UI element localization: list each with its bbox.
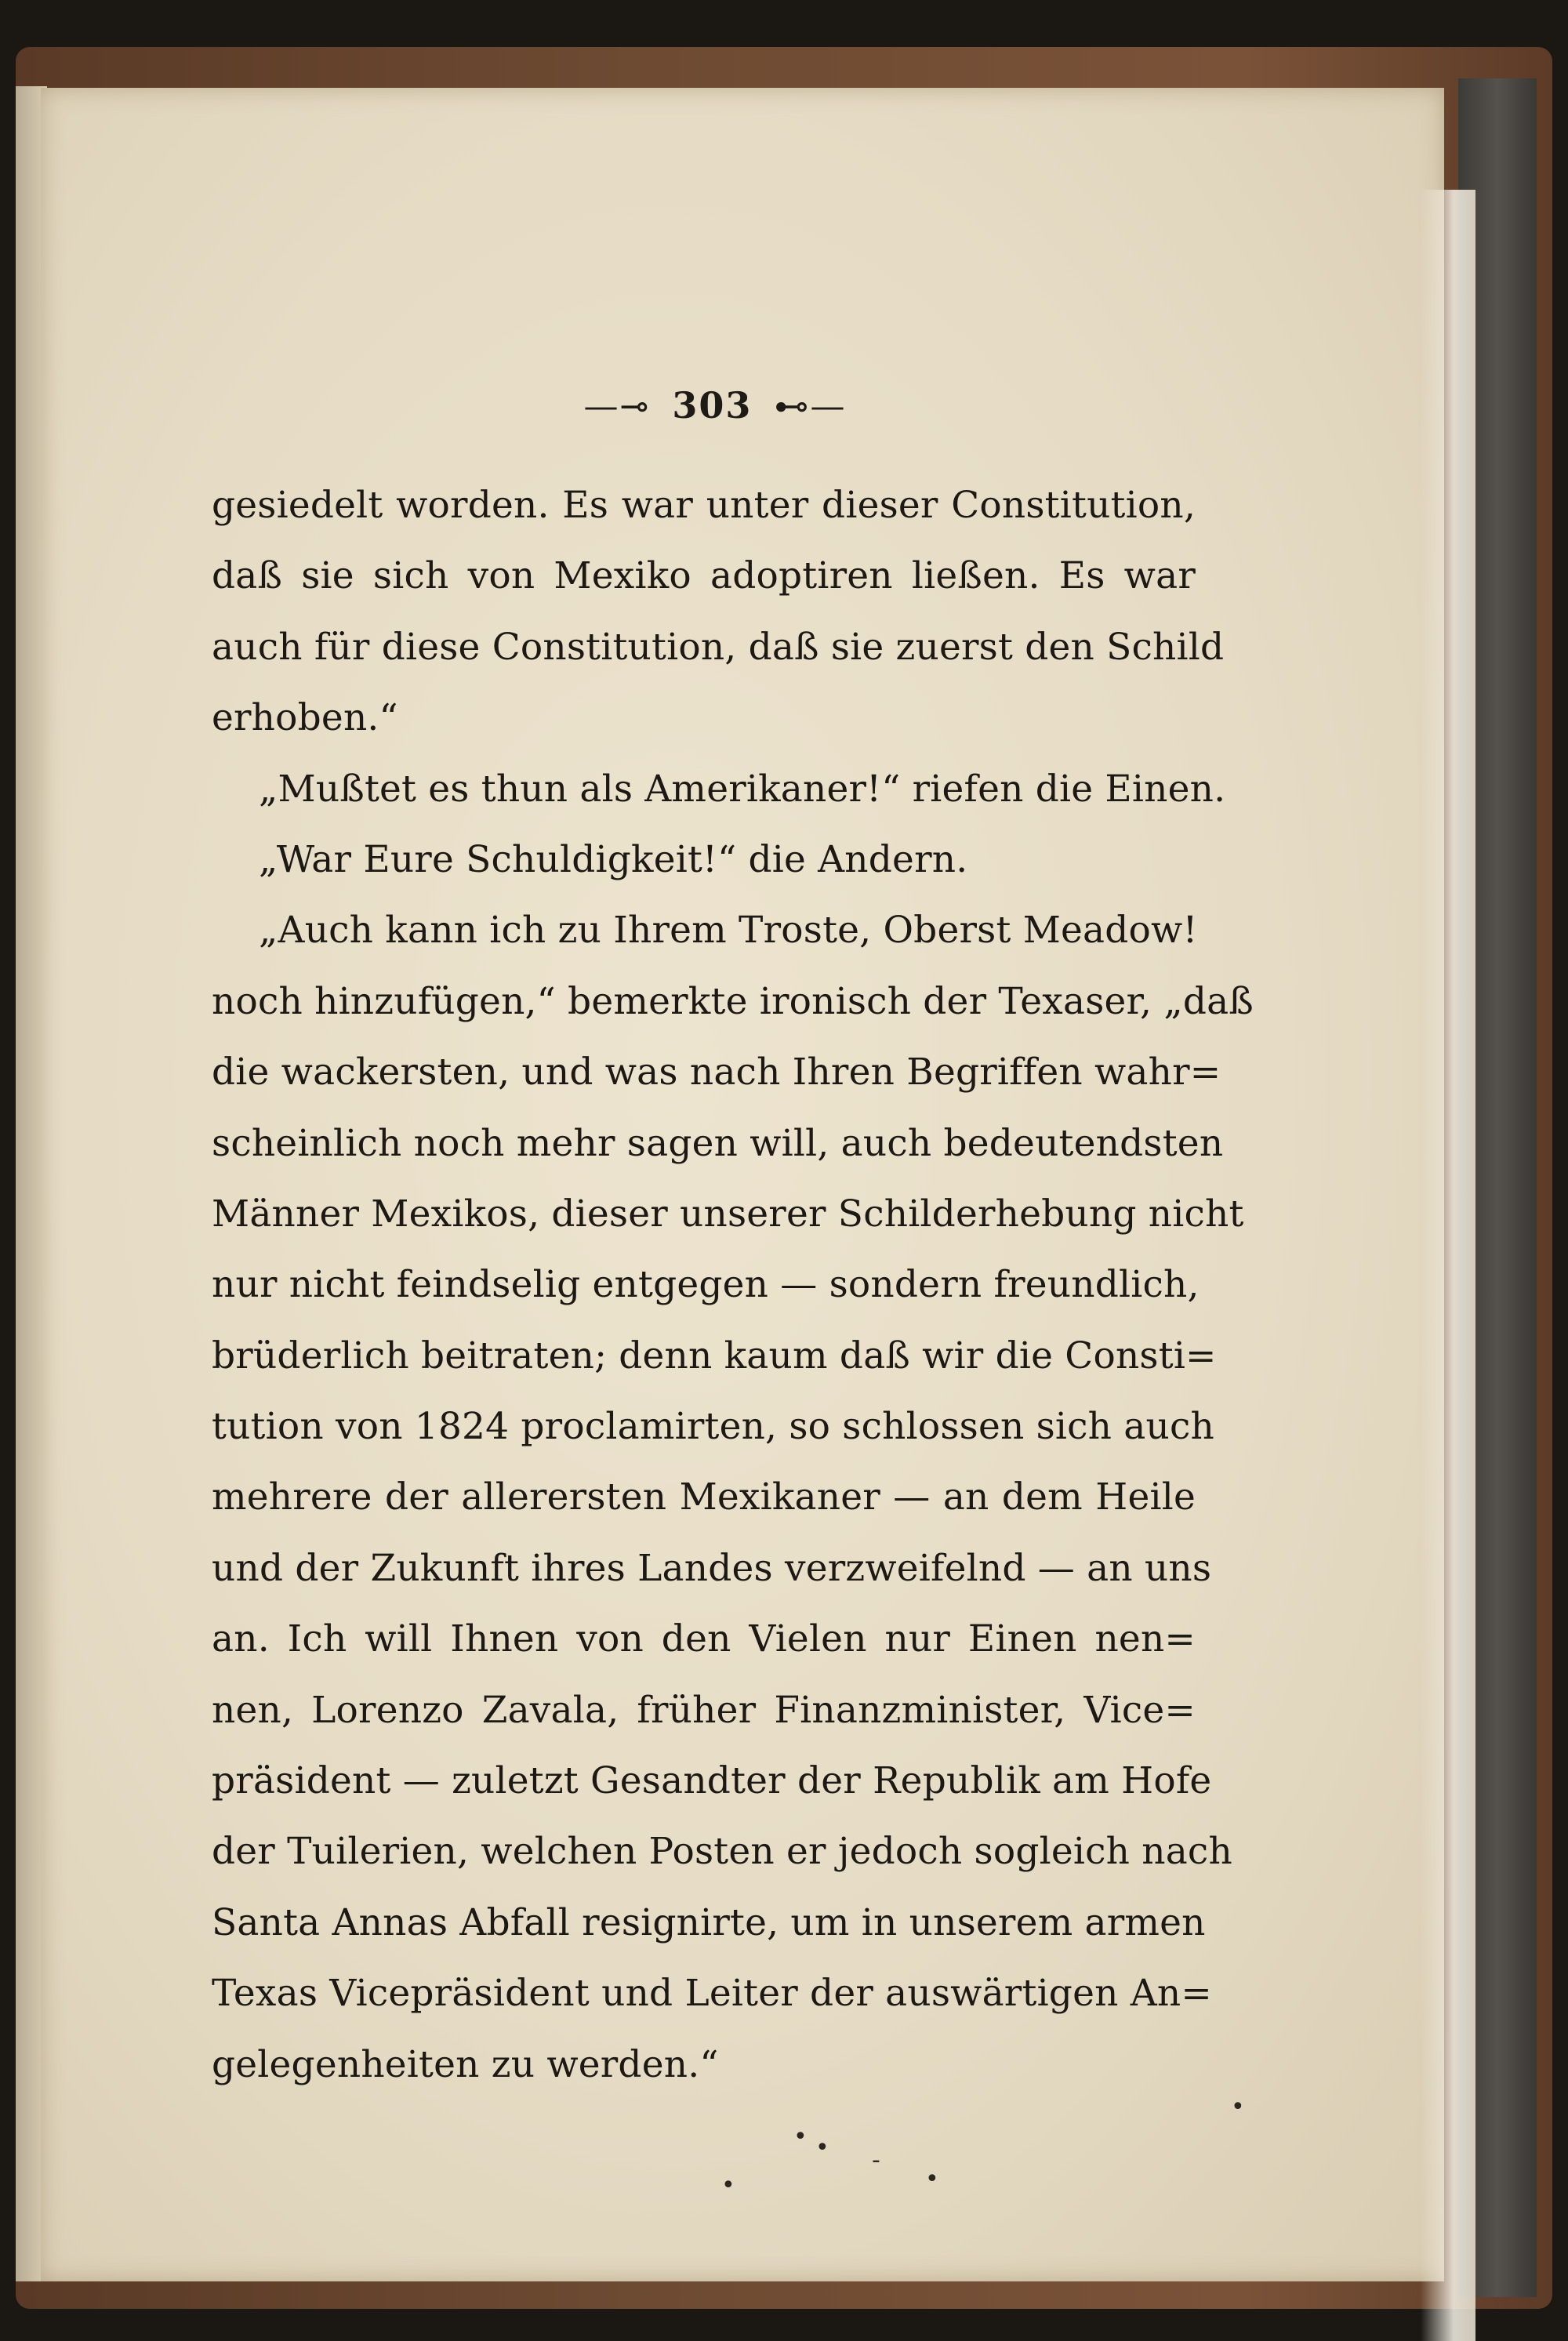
page-number: 303 bbox=[672, 384, 753, 426]
paper-speck: • bbox=[815, 2134, 829, 2161]
text-line: brüderlich beitraten; denn kaum daß wir die Consti= bbox=[212, 1334, 1217, 1377]
text-line: und der Zukunft ihres Landes verzweifelnd — an uns bbox=[212, 1546, 1212, 1590]
text-line: gelegenheiten zu werden.“ bbox=[212, 2042, 719, 2086]
text-line: erhoben.“ bbox=[212, 696, 398, 740]
text-line: mehrere der allerersten Mexikaner — an dem Heile bbox=[212, 1475, 1196, 1519]
text-line: „Mußtet es thun als Amerikaner!“ riefen die Einen. bbox=[259, 767, 1226, 811]
body-text bbox=[212, 470, 1254, 2100]
paper-speck: • bbox=[793, 2123, 808, 2150]
text-line: an. Ich will Ihnen von den Vielen nur Einen nen= bbox=[212, 1617, 1196, 1661]
paper-speck: • bbox=[1231, 2093, 1245, 2121]
text-line: gesiedelt worden. Es war unter dieser Constitution, bbox=[212, 484, 1196, 527]
page-header bbox=[41, 384, 1389, 426]
text-line: noch hinzufügen,“ bemerkte ironisch der Texaser, „daß bbox=[212, 979, 1254, 1023]
book-page bbox=[41, 88, 1444, 2281]
paper-speck: • bbox=[925, 2165, 939, 2193]
text-line: nen, Lorenzo Zavala, früher Finanzminister, Vice= bbox=[212, 1688, 1196, 1732]
text-line: nur nicht feindselig entgegen — sondern freundlich, bbox=[212, 1263, 1200, 1307]
text-line: tution von 1824 proclamirten, so schlossen sich auch bbox=[212, 1405, 1214, 1449]
text-line: auch für diese Constitution, daß sie zuerst den Schild bbox=[212, 625, 1225, 669]
text-line: der Tuilerien, welchen Posten er jedoch sogleich nach bbox=[212, 1830, 1232, 1874]
text-line: Texas Vicepräsident und Leiter der auswärtigen An= bbox=[212, 1972, 1212, 2016]
text-line: die wackersten, und was nach Ihren Begriffen wahr= bbox=[212, 1051, 1221, 1094]
text-line: „War Eure Schuldigkeit!“ die Andern. bbox=[259, 837, 968, 881]
page-fore-edge bbox=[1421, 190, 1475, 2341]
paper-speck: - bbox=[872, 2147, 880, 2174]
paper-speck: • bbox=[721, 2172, 735, 2199]
text-line: „Auch kann ich zu Ihrem Troste, Oberst Meadow! bbox=[259, 909, 1198, 953]
text-line: Santa Annas Abfall resignirte, um in unserem armen bbox=[212, 1900, 1206, 1944]
text-line: scheinlich noch mehr sagen will, auch bedeutendsten bbox=[212, 1121, 1224, 1165]
text-line: Männer Mexikos, dieser unserer Schilderhebung nicht bbox=[212, 1192, 1244, 1236]
header-left-ornament: —⊸ bbox=[583, 387, 651, 426]
text-line: daß sie sich von Mexiko adoptiren ließen. Es war bbox=[212, 554, 1196, 598]
header-right-ornament: ⊷— bbox=[774, 387, 847, 426]
text-line: präsident — zuletzt Gesandter der Republik am Hofe bbox=[212, 1759, 1212, 1803]
